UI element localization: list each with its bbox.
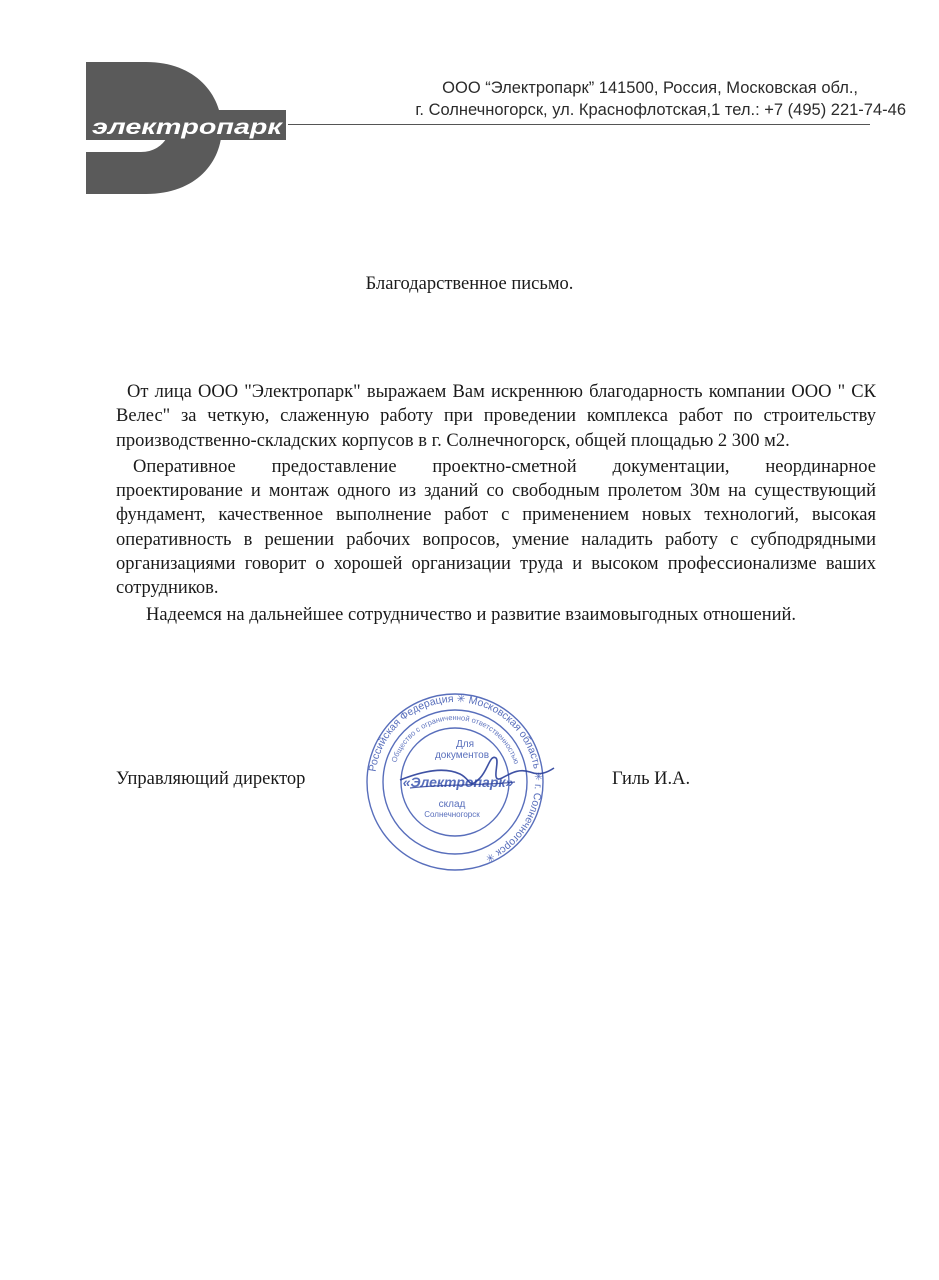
signatory-position: Управляющий директор bbox=[116, 769, 306, 789]
body-paragraph: От лица ООО "Электропарк" выражаем Вам искреннюю благодарность компании ООО " СК Велес" за четкую, слаженную работу при проведении комплекса работ по строительству производственно-складских корпусов в г. Солнечногорск, общей площадью 2 300 м2. bbox=[116, 382, 876, 451]
stamp-center-mid: документов bbox=[434, 750, 490, 761]
letter-title: Благодарственное письмо. bbox=[365, 274, 574, 294]
letterhead-line-2: г. Солнечногорск, ул. Краснофлотская,1 тел.: +7 (495) 221-74-46 bbox=[415, 101, 906, 119]
signatory-name: Гиль И.А. bbox=[612, 769, 691, 789]
letter-body bbox=[116, 380, 876, 627]
stamp-inner-text: Общество с ограниченной ответственностью bbox=[389, 712, 522, 766]
stamp-center-bottom-1: склад bbox=[438, 799, 466, 810]
company-stamp bbox=[340, 692, 570, 872]
letterhead-divider bbox=[288, 124, 870, 125]
body-paragraph: Оперативное предоставление проектно-сметной документации, неординарное проектирование и монтаж одного из зданий со свободным пролетом 30м на существующий фундамент, качественное выполнение работ с применением новых технологий, высокая оперативность в решении рабочих вопросов, умение наладить работу с субподрядными организациями говорит о хорошей организации труда и высоком профессионализме ваших сотрудников. bbox=[116, 456, 876, 599]
company-logo bbox=[86, 62, 291, 194]
stamp-center-logo: «Электропарк» bbox=[402, 774, 514, 790]
logo-wordmark: электропарк bbox=[92, 116, 284, 139]
body-paragraph: Надеемся на дальнейшее сотрудничество и развитие взаимовыгодных отношений. bbox=[146, 604, 797, 625]
stamp-outer-text: Российская Федерация ✳ Московская область ✳ г. Солнечногорск ✳ bbox=[366, 692, 545, 865]
letterhead-line-1: ООО “Электропарк” 141500, Россия, Московская обл., bbox=[442, 79, 858, 97]
stamp-center-top: Для bbox=[455, 739, 475, 750]
letterhead bbox=[300, 77, 906, 121]
stamp-center-bottom-2: Солнечногорск bbox=[424, 810, 480, 819]
